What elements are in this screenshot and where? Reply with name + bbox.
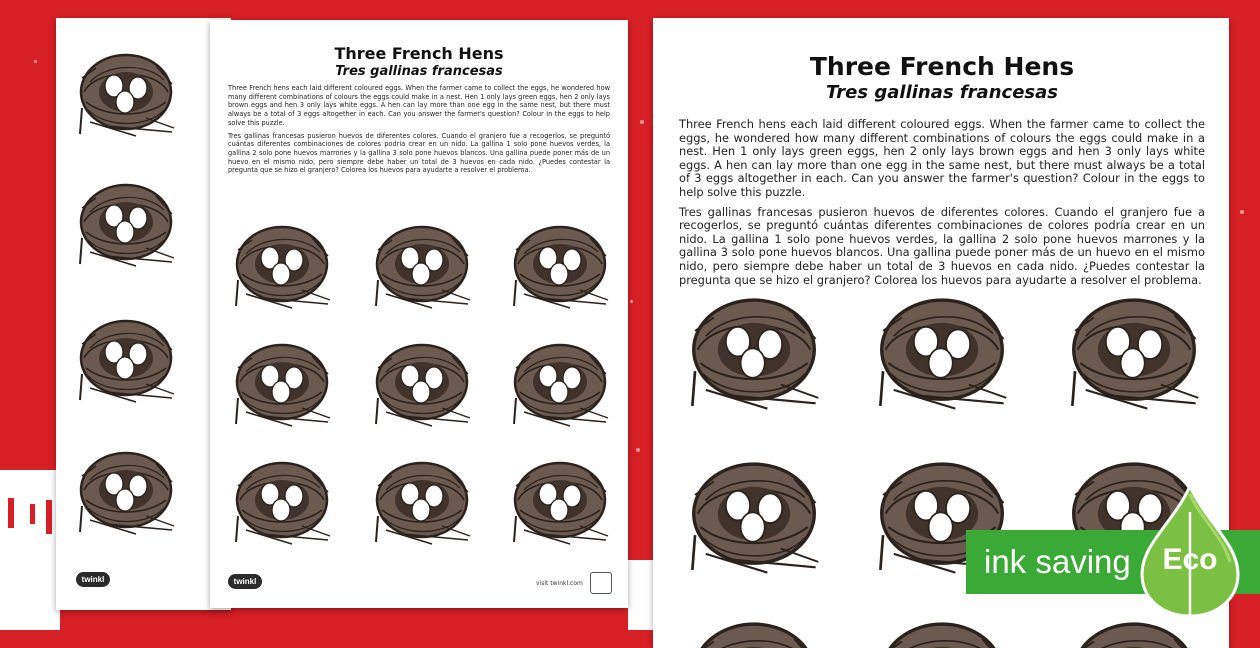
nest-icon	[76, 446, 176, 536]
nest-icon	[372, 220, 472, 310]
worksheet-back-page	[56, 18, 231, 610]
nest-icon	[232, 338, 332, 428]
nest-icon	[875, 290, 1009, 412]
bg-dot	[630, 300, 633, 303]
bg-dot	[636, 448, 640, 452]
nest-icon	[687, 454, 821, 576]
bg-drip	[46, 500, 52, 534]
page-subtitle: Tres gallinas francesas	[335, 64, 503, 79]
instructions-english: Three French hens each laid different coloured eggs. When the farmer came to collect the eggs, he wondered how many different combinations of colours the eggs could make in a nest. Hen 1 only lays green eggs, hen 2 only lays brown eggs and hen 3 only lays white eggs. A hen can lay more than one egg in the same nest, but there must always be a total of 3 eggs altogether in each. Can you answer the farmer's question? Colour in the eggs to help solve this puzzle.	[228, 84, 610, 127]
bg-dot	[34, 60, 37, 63]
nest-icon	[76, 314, 176, 404]
nest-icon	[875, 614, 1009, 648]
nest-icon	[76, 178, 176, 268]
worksheet-middle-page	[210, 20, 628, 608]
nest-icon	[687, 290, 821, 412]
nest-icon	[687, 614, 821, 648]
instructions-spanish: Tres gallinas francesas pusieron huevos de diferentes colores. Cuando el granjero fue a recogerlos, se preguntó cuántas diferentes combinaciones de colores podría crear en un nido. La gallina 1 solo pone huevos verdes, la gallina 2 solo pone huevos marrones y la gallina 3 solo pone huevos blancos. Una gallina puede poner más de un huevo en el mismo nido, pero siempre debe haber un total de 3 huevos en cada nido. ¿Puedes contestar la pregunta que se hizo el granjero? Colorea los huevos para ayudarte a resolver el problema.	[228, 131, 610, 175]
page-title: Three French Hens	[334, 44, 504, 63]
page-subtitle: Tres gallinas francesas	[826, 82, 1058, 103]
twinkl-logo-icon: twinkl	[228, 574, 262, 589]
nest-icon	[510, 456, 610, 546]
badge-icon	[590, 572, 612, 594]
bg-drip	[8, 498, 14, 528]
bg-drip	[30, 504, 35, 524]
bg-snow	[0, 470, 60, 630]
nest-icon	[1067, 290, 1201, 412]
page-title: Three French Hens	[809, 52, 1075, 81]
instructions-spanish: Tres gallinas francesas pusieron huevos de diferentes colores. Cuando el granjero fue a recogerlos, se preguntó cuántas diferentes combinaciones de colores podría crear en un nido. La gallina 1 solo pone huevos verdes, la gallina 2 solo pone huevos marrones y la gallina 3 solo pone huevos blancos. Una gallina puede poner más de un huevo en el mismo nido, pero siempre debe haber un total de 3 huevos en cada nido. ¿Puedes contestar la pregunta que se hizo el granjero? Colorea los huevos para ayudarte a resolver el problema.	[679, 204, 1205, 287]
twinkl-logo-icon: twinkl	[76, 572, 110, 587]
footer-url: visit twinkl.com	[536, 580, 583, 587]
instructions-english: Three French hens each laid different coloured eggs. When the farmer came to collect the eggs, he wondered how many different combinations of colours the eggs could make in a nest. Hen 1 only lays green eggs, hen 2 only lays brown eggs and hen 3 only lays white eggs. A hen can lay more than one egg in the same nest, but there must always be a total of 3 eggs altogether in each. Can you answer the farmer's question? Colour in the eggs to help solve this puzzle.	[679, 117, 1205, 199]
bg-dot	[1240, 210, 1244, 214]
ink-saving-label: ink saving	[984, 543, 1131, 580]
bg-snow	[628, 560, 654, 630]
eco-label: Eco	[1162, 543, 1218, 576]
nest-icon	[76, 48, 176, 138]
nest-icon	[510, 338, 610, 428]
nest-icon	[372, 456, 472, 546]
nest-icon	[510, 220, 610, 310]
bg-dot	[640, 120, 644, 124]
nest-icon	[232, 220, 332, 310]
nest-icon	[372, 338, 472, 428]
nest-icon	[232, 456, 332, 546]
